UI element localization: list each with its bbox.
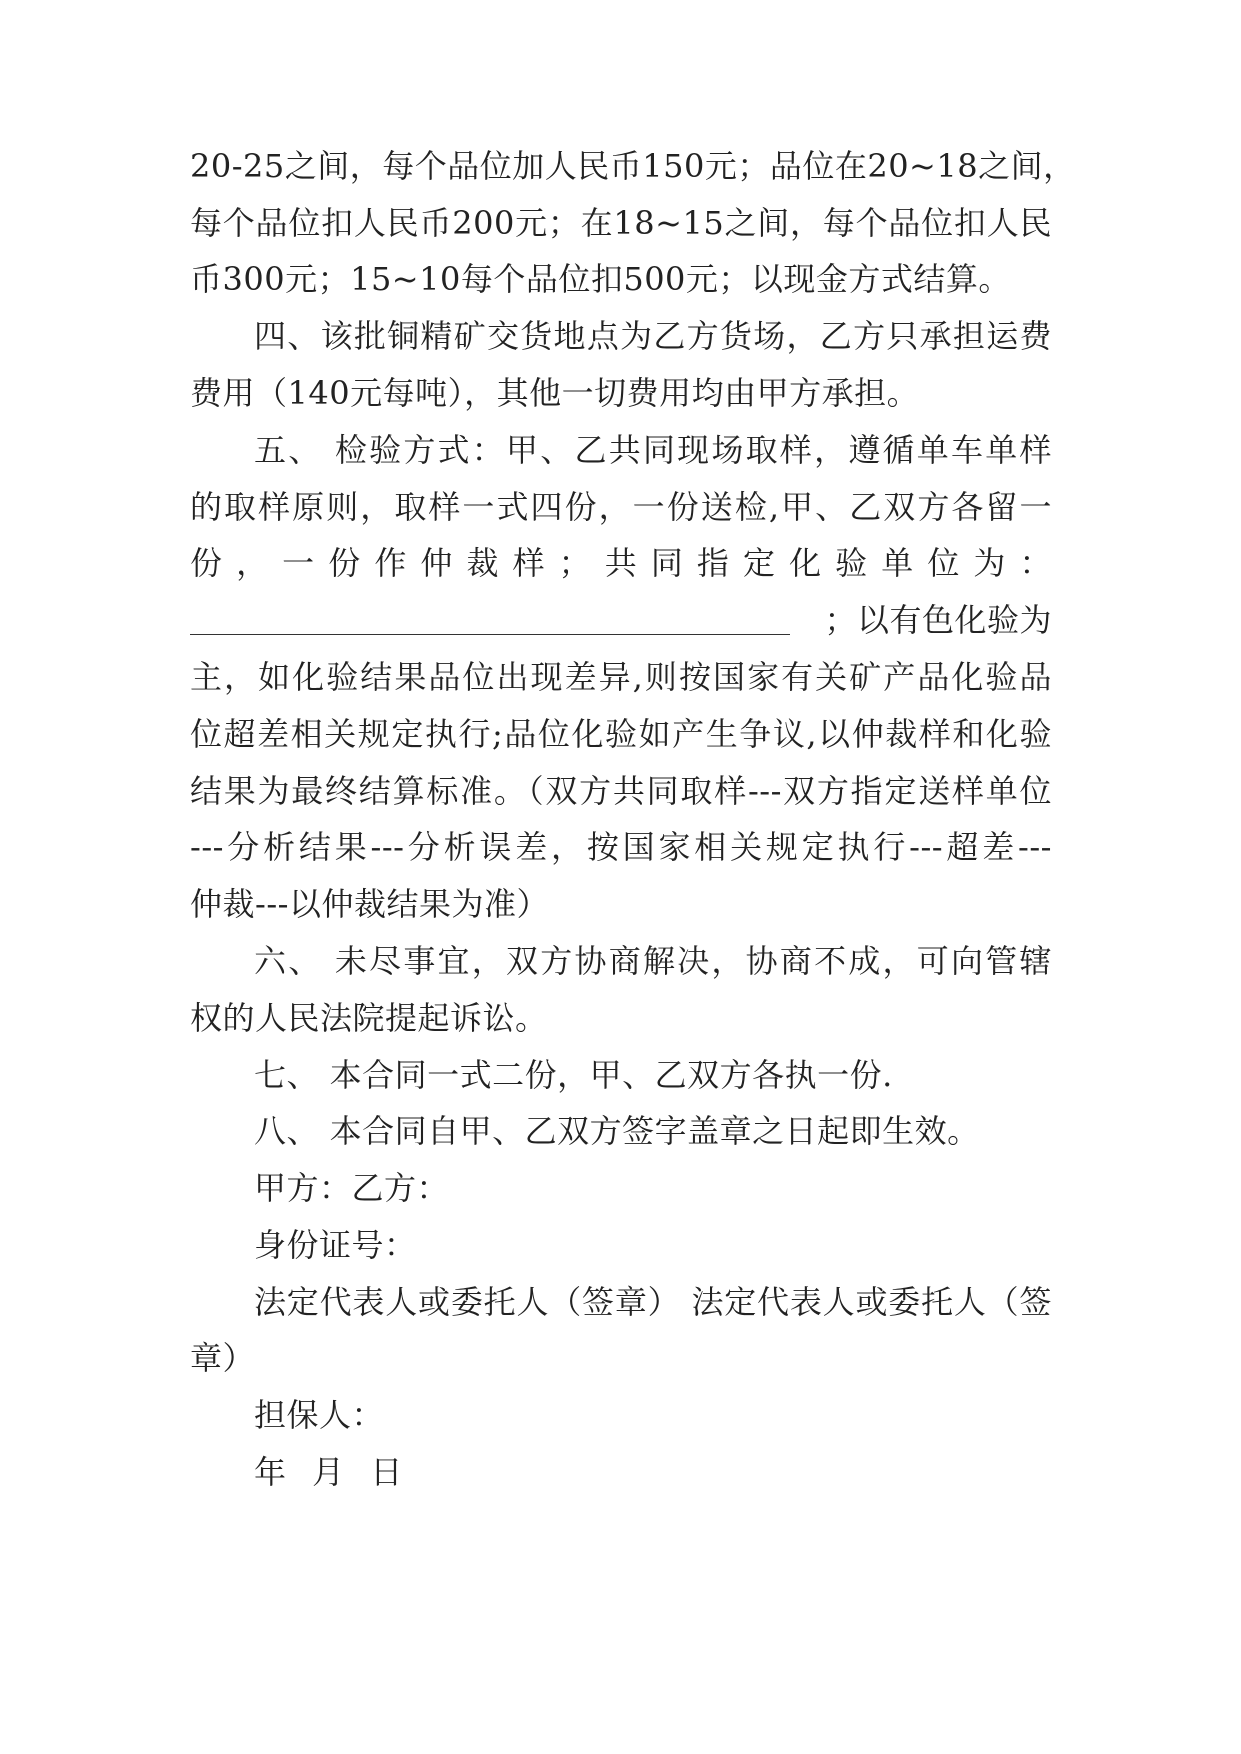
party-line: 甲方：乙方： — [254, 1169, 450, 1207]
text-line: 章） — [190, 1339, 256, 1377]
text-line: 费用（140元每吨），其他一切费用均由甲方承担。 — [190, 374, 920, 412]
lab-name-blank — [190, 608, 790, 635]
text-line: 20-25之间，每个品位加人民币150元；品位在20~18之间， — [190, 147, 1076, 185]
clause-5-line: 五、 检验方式：甲、乙共同现场取样，遵循单车单样 — [254, 431, 1052, 469]
text-line: 位超差相关规定执行;品位化验如产生争议,以仲裁样和化验 — [190, 715, 1052, 753]
text-line: 的取样原则，取样一式四份，一份送检,甲、乙双方各留一 — [190, 488, 1052, 526]
date-line: 年 月 日 — [254, 1453, 411, 1491]
text-line: 结果为最终结算标准。（双方共同取样---双方指定送样单位 — [190, 772, 1052, 810]
text-line: 每个品位扣人民币200元；在18~15之间，每个品位扣人民 — [190, 204, 1052, 242]
clause-7-line: 七、 本合同一式二份，甲、乙双方各执一份. — [254, 1056, 893, 1094]
id-number-line: 身份证号： — [254, 1226, 417, 1264]
clause-4-line: 四、该批铜精矿交货地点为乙方货场，乙方只承担运费 — [254, 317, 1052, 355]
text-line: 主，如化验结果品位出现差异,则按国家有关矿产品化验品 — [190, 658, 1052, 696]
clause-8-line: 八、 本合同自甲、乙双方签字盖章之日起即生效。 — [254, 1112, 980, 1150]
signature-line: 法定代表人或委托人（签章） 法定代表人或委托人（签 — [254, 1283, 1052, 1321]
text-line: 权的人民法院提起诉讼。 — [190, 999, 548, 1037]
text-line: 仲裁---以仲裁结果为准） — [190, 885, 549, 923]
text-line: ---分析结果---分析误差，按国家相关规定执行---超差--- — [190, 828, 1052, 866]
text-fragment: ；以有色化验为 — [824, 601, 1052, 639]
clause-6-line: 六、 未尽事宜，双方协商解决，协商不成，可向管辖 — [254, 942, 1052, 980]
text-line: 份，一份作仲裁样；共同指定化验单位为： — [190, 544, 1052, 582]
blank-line — [190, 600, 1052, 640]
text-line: 币300元；15~10每个品位扣500元；以现金方式结算。 — [190, 260, 1011, 298]
guarantor-line: 担保人： — [254, 1396, 385, 1434]
